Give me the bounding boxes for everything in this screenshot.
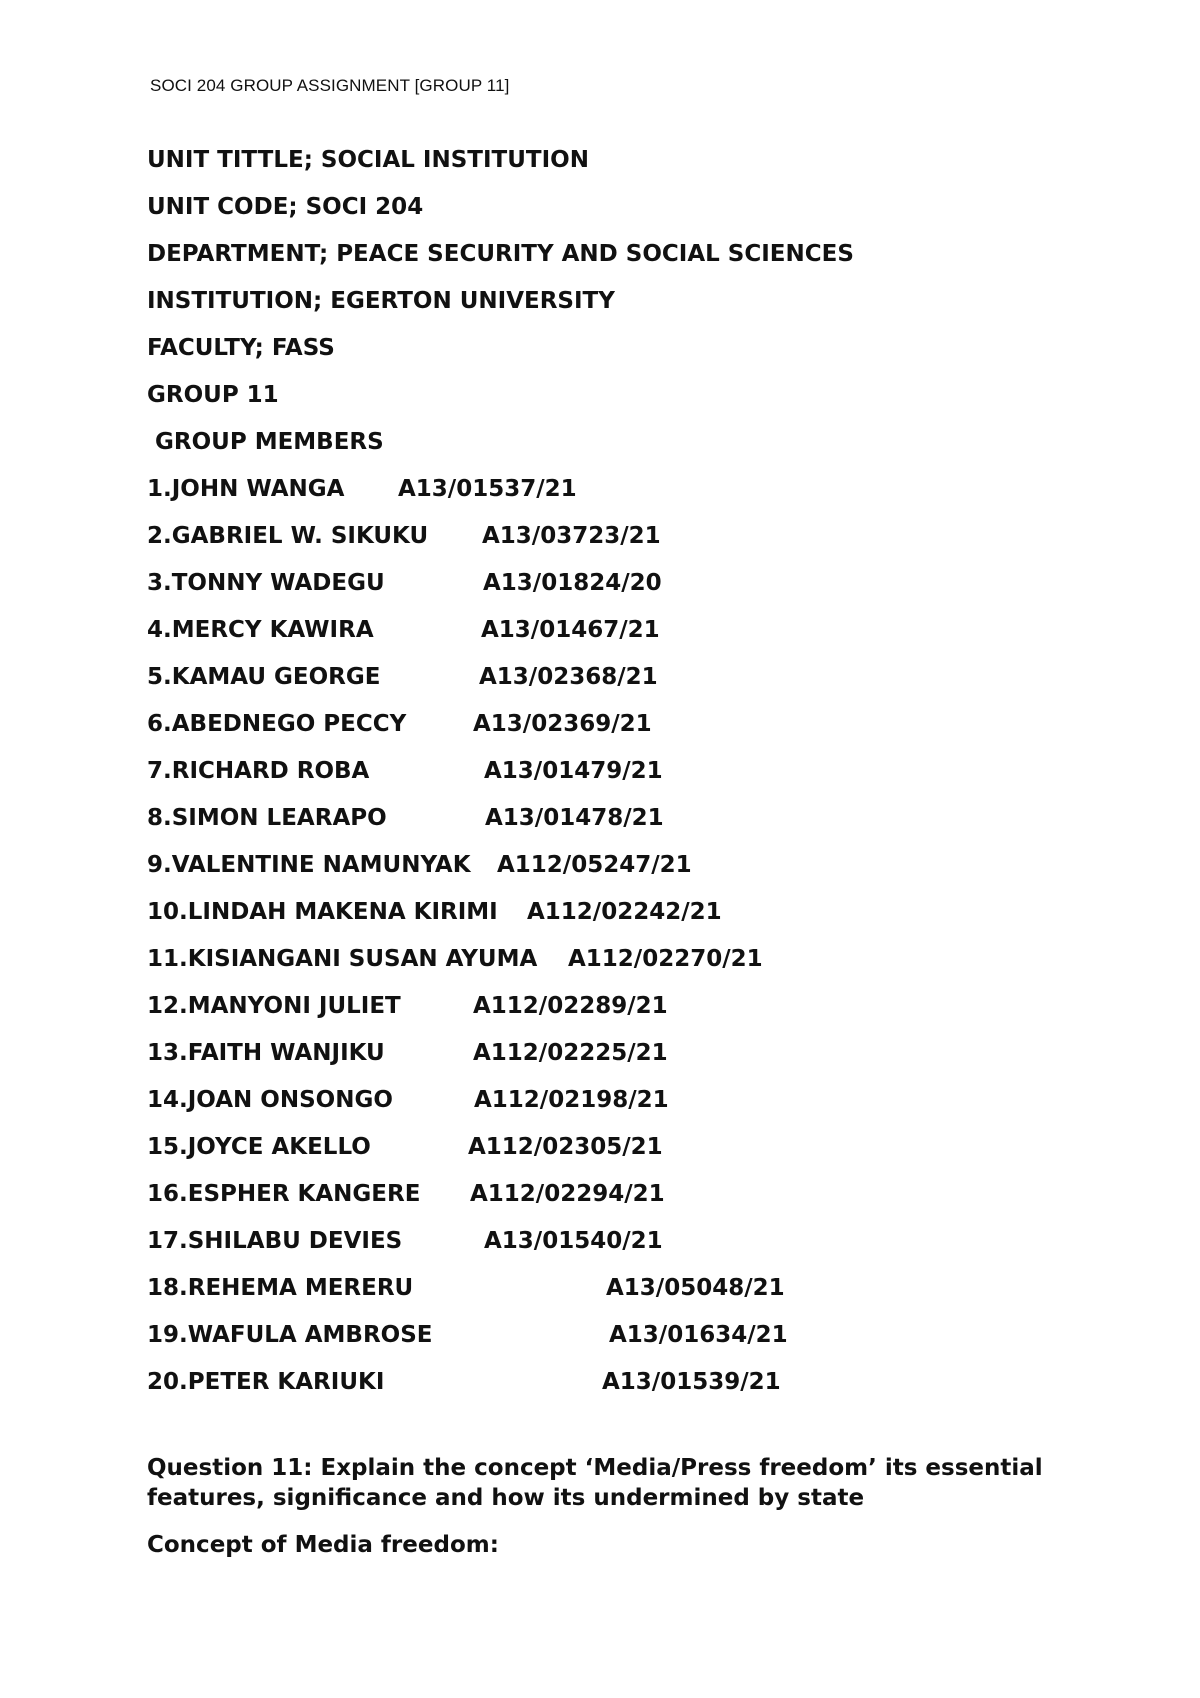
member-row [147, 615, 660, 645]
member-row [147, 1367, 781, 1397]
member-name: 10.LINDAH MAKENA KIRIMI [147, 899, 498, 925]
member-name: 18.REHEMA MERERU [147, 1275, 414, 1301]
institution: INSTITUTION; EGERTON UNIVERSITY [147, 288, 615, 314]
member-row [147, 756, 663, 786]
member-name: 12.MANYONI JULIET [147, 993, 401, 1019]
member-row [147, 850, 692, 880]
unit-title: UNIT TITTLE; SOCIAL INSTITUTION [147, 147, 589, 173]
unit-code: UNIT CODE; SOCI 204 [147, 194, 424, 220]
member-row [147, 709, 652, 739]
member-row [147, 1273, 785, 1303]
member-id: A112/05247/21 [497, 852, 692, 878]
member-id: A112/02289/21 [473, 993, 668, 1019]
member-name: 14.JOAN ONSONGO [147, 1087, 393, 1113]
member-id: A13/03723/21 [482, 523, 661, 549]
member-row [147, 991, 668, 1021]
member-id: A13/01467/21 [481, 617, 660, 643]
member-name: 13.FAITH WANJIKU [147, 1040, 385, 1066]
member-row [147, 662, 658, 692]
member-name: 8.SIMON LEARAPO [147, 805, 387, 831]
member-name: 19.WAFULA AMBROSE [147, 1322, 433, 1348]
member-row [147, 1320, 788, 1350]
member-id: A112/02225/21 [473, 1040, 668, 1066]
group-number: GROUP 11 [147, 382, 279, 408]
faculty: FACULTY; FASS [147, 335, 335, 361]
member-name: 3.TONNY WADEGU [147, 570, 385, 596]
member-name: 7.RICHARD ROBA [147, 758, 370, 784]
member-id: A13/01478/21 [485, 805, 664, 831]
member-row [147, 897, 722, 927]
member-id: A13/02368/21 [479, 664, 658, 690]
member-name: 2.GABRIEL W. SIKUKU [147, 523, 429, 549]
member-row [147, 1085, 669, 1115]
member-row [147, 803, 664, 833]
section-heading: Concept of Media freedom: [147, 1532, 499, 1558]
member-name: 11.KISIANGANI SUSAN AYUMA [147, 946, 538, 972]
page-header: SOCI 204 GROUP ASSIGNMENT [GROUP 11] [150, 76, 510, 95]
member-id: A13/01824/20 [483, 570, 662, 596]
member-name: 17.SHILABU DEVIES [147, 1228, 403, 1254]
member-id: A112/02242/21 [527, 899, 722, 925]
department: DEPARTMENT; PEACE SECURITY AND SOCIAL SCIENCES [147, 241, 854, 267]
member-name: 15.JOYCE AKELLO [147, 1134, 371, 1160]
member-row [147, 1179, 665, 1209]
member-id: A112/02305/21 [468, 1134, 663, 1160]
member-row [147, 474, 577, 504]
member-row [147, 568, 662, 598]
member-id: A13/01537/21 [398, 476, 577, 502]
member-id: A112/02294/21 [470, 1181, 665, 1207]
member-name: 5.KAMAU GEORGE [147, 664, 381, 690]
question-text: Question 11: Explain the concept ‘Media/Press freedom’ its essential features, significance and how its undermined by state [147, 1455, 1043, 1511]
member-row [147, 1038, 668, 1068]
members-heading: GROUP MEMBERS [147, 429, 384, 455]
member-row [147, 1226, 663, 1256]
member-id: A13/01479/21 [484, 758, 663, 784]
member-id: A112/02270/21 [568, 946, 763, 972]
member-row [147, 944, 763, 974]
member-id: A13/01540/21 [484, 1228, 663, 1254]
member-name: 1.JOHN WANGA [147, 476, 345, 502]
member-row [147, 521, 661, 551]
member-row [147, 1132, 663, 1162]
member-name: 4.MERCY KAWIRA [147, 617, 374, 643]
member-id: A112/02198/21 [474, 1087, 669, 1113]
member-name: 20.PETER KARIUKI [147, 1369, 385, 1395]
member-id: A13/01634/21 [609, 1322, 788, 1348]
member-id: A13/02369/21 [473, 711, 652, 737]
member-name: 6.ABEDNEGO PECCY [147, 711, 407, 737]
member-name: 9.VALENTINE NAMUNYAK [147, 852, 471, 878]
member-id: A13/05048/21 [606, 1275, 785, 1301]
member-id: A13/01539/21 [602, 1369, 781, 1395]
member-name: 16.ESPHER KANGERE [147, 1181, 421, 1207]
